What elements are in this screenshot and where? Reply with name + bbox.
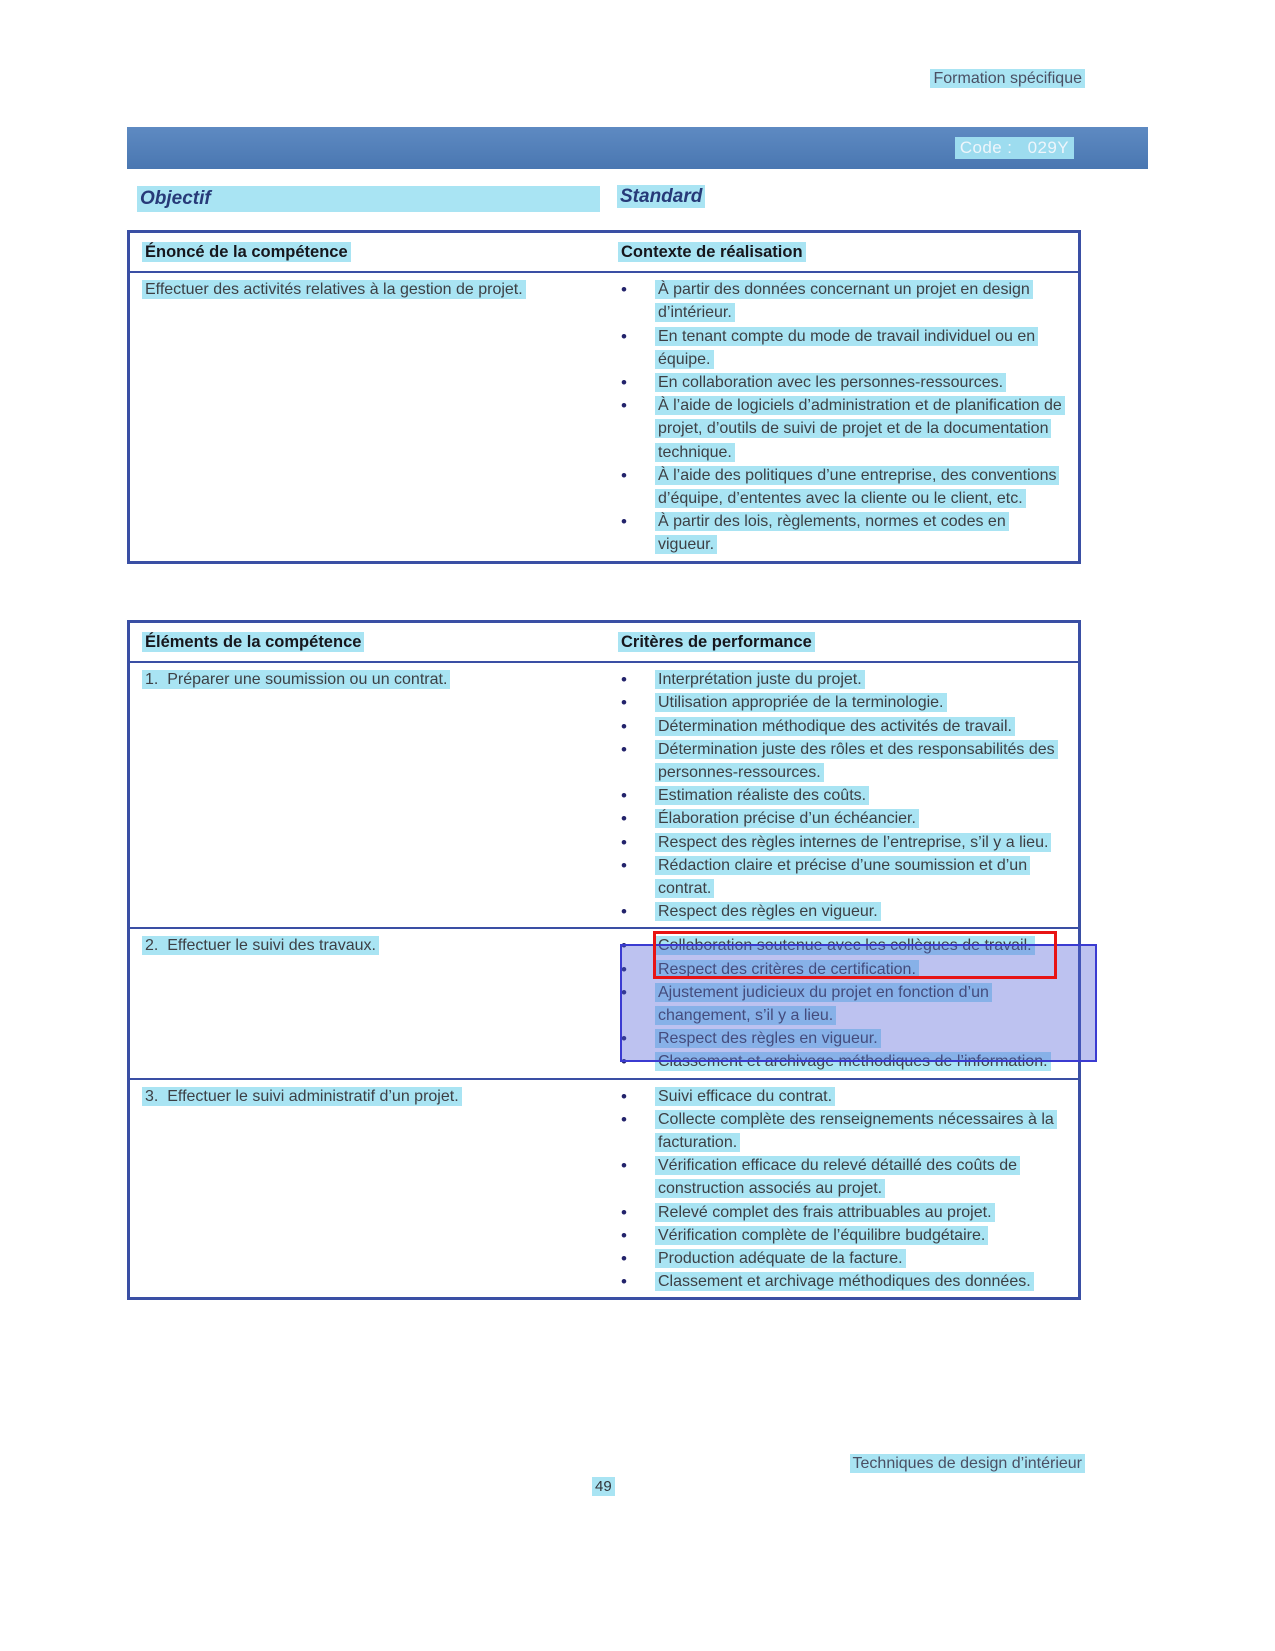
list-item-text: En collaboration avec les personnes-ressources. xyxy=(655,373,1006,392)
list-item xyxy=(618,1154,1062,1200)
standard-heading: Standard xyxy=(617,185,705,208)
list-item-text: Classement et archivage méthodiques de l’information. xyxy=(655,1052,1051,1071)
list-item xyxy=(618,278,1062,324)
list-item xyxy=(618,1270,1062,1293)
col-header-criteres xyxy=(618,631,1078,654)
list-item-text: À l’aide de logiciels d’administration et de planification de projet, d’outils de suivi de projet et de la documentation technique. xyxy=(655,396,1065,461)
list-item-text: Respect des critères de certification. xyxy=(655,960,919,979)
element-text: 1. Préparer une soumission ou un contrat. xyxy=(142,670,450,689)
list-item-text: Classement et archivage méthodiques des données. xyxy=(655,1272,1034,1291)
element-cell xyxy=(130,934,618,1073)
table-enonce-competence xyxy=(127,230,1081,564)
competence-text: Effectuer des activités relatives à la gestion de projet. xyxy=(142,280,526,299)
list-item-text: Ajustement judicieux du projet en fonction d’un changement, s’il y a lieu. xyxy=(655,983,992,1025)
list-item xyxy=(618,1108,1062,1154)
red-annotation-box xyxy=(653,931,1057,979)
list-item-text: Détermination juste des rôles et des responsabilités des personnes-ressources. xyxy=(655,740,1058,782)
objectif-standard-row xyxy=(137,186,1091,214)
col-header-enonce-text: Énoncé de la compétence xyxy=(142,242,351,262)
table-elements-header xyxy=(130,623,1078,663)
footer-program-name xyxy=(850,1455,1085,1473)
table-elements-competence xyxy=(127,620,1081,1300)
list-item-text: Estimation réaliste des coûts. xyxy=(655,786,869,805)
list-item xyxy=(618,668,1062,691)
list-item-text: Élaboration précise d’un échéancier. xyxy=(655,809,919,828)
list-item-text: Interprétation juste du projet. xyxy=(655,670,865,689)
list-item xyxy=(618,831,1062,854)
col-header-contexte xyxy=(618,241,1078,264)
col-header-criteres-text: Critères de performance xyxy=(618,632,815,652)
list-item-text: Respect des règles internes de l’entreprise, s’il y a lieu. xyxy=(655,833,1051,852)
list-item-text: Suivi efficace du contrat. xyxy=(655,1087,835,1106)
list-item-text: Vérification complète de l’équilibre budgétaire. xyxy=(655,1226,988,1245)
col-header-elements xyxy=(130,631,618,654)
code-label: Code : 029Y xyxy=(955,137,1074,159)
list-item xyxy=(618,394,1062,464)
contexte-cell xyxy=(618,278,1078,556)
page-number xyxy=(592,1478,615,1495)
list-item-text: Collecte complète des renseignements nécessaires à la facturation. xyxy=(655,1110,1057,1152)
list-item xyxy=(618,854,1062,900)
title-band xyxy=(127,127,1148,169)
list-item-text: Détermination méthodique des activités de travail. xyxy=(655,717,1015,736)
criteres-cell xyxy=(618,1085,1078,1294)
element-cell xyxy=(130,1085,618,1294)
competence-cell xyxy=(130,278,618,556)
list-item-text: Relevé complet des frais attribuables au projet. xyxy=(655,1203,995,1222)
list-item-text: Collaboration soutenue avec les collègues de travail. xyxy=(655,936,1035,955)
table-enonce-header xyxy=(130,233,1078,273)
criteres-list xyxy=(618,1085,1062,1294)
element-text: 3. Effectuer le suivi administratif d’un projet. xyxy=(142,1087,462,1106)
list-item xyxy=(618,464,1062,510)
list-item-text: Respect des règles en vigueur. xyxy=(655,902,881,921)
list-item-text: Respect des règles en vigueur. xyxy=(655,1029,881,1048)
criteres-cell xyxy=(618,668,1078,923)
col-header-enonce xyxy=(130,241,618,264)
criteres-list xyxy=(618,668,1062,923)
list-item-text: Vérification efficace du relevé détaillé des coûts de construction associés au projet. xyxy=(655,1156,1020,1198)
list-item-red-boxed xyxy=(618,934,1062,957)
contexte-list xyxy=(618,278,1062,556)
section-note xyxy=(930,70,1085,88)
list-item-text: À l’aide des politiques d’une entreprise, des conventions d’équipe, d’ententes avec la cliente ou le client, etc. xyxy=(655,466,1059,508)
table-row-1 xyxy=(130,663,1078,927)
list-item xyxy=(618,510,1062,556)
footer-program-name-text: Techniques de design d’intérieur xyxy=(850,1454,1085,1473)
list-item-text: À partir des données concernant un projet en design d’intérieur. xyxy=(655,280,1033,322)
objectif-heading: Objectif xyxy=(137,186,600,212)
list-item xyxy=(618,807,1062,830)
table-row xyxy=(130,273,1078,560)
list-item xyxy=(618,691,1062,714)
section-note-text: Formation spécifique xyxy=(930,69,1085,88)
element-cell xyxy=(130,668,618,923)
list-item xyxy=(618,1224,1062,1247)
list-item xyxy=(618,900,1062,923)
list-item-text: À partir des lois, règlements, normes et codes en vigueur. xyxy=(655,512,1009,554)
list-item xyxy=(618,1201,1062,1224)
col-header-contexte-text: Contexte de réalisation xyxy=(618,242,806,262)
table-row-3 xyxy=(130,1078,1078,1298)
list-item xyxy=(618,784,1062,807)
list-item-text: Utilisation appropriée de la terminologie. xyxy=(655,693,947,712)
col-header-elements-text: Éléments de la compétence xyxy=(142,632,364,652)
list-item xyxy=(618,715,1062,738)
standard-heading-wrap xyxy=(617,186,705,208)
list-item xyxy=(618,1247,1062,1270)
list-item-text: Rédaction claire et précise d’une soumission et d’un contrat. xyxy=(655,856,1030,898)
list-item xyxy=(618,371,1062,394)
page-number-text: 49 xyxy=(592,1477,615,1496)
list-item-text: En tenant compte du mode de travail individuel ou en équipe. xyxy=(655,327,1038,369)
list-item xyxy=(618,1085,1062,1108)
list-item xyxy=(618,325,1062,371)
list-item xyxy=(618,738,1062,784)
list-item-text: Production adéquate de la facture. xyxy=(655,1249,906,1268)
element-text: 2. Effectuer le suivi des travaux. xyxy=(142,936,379,955)
